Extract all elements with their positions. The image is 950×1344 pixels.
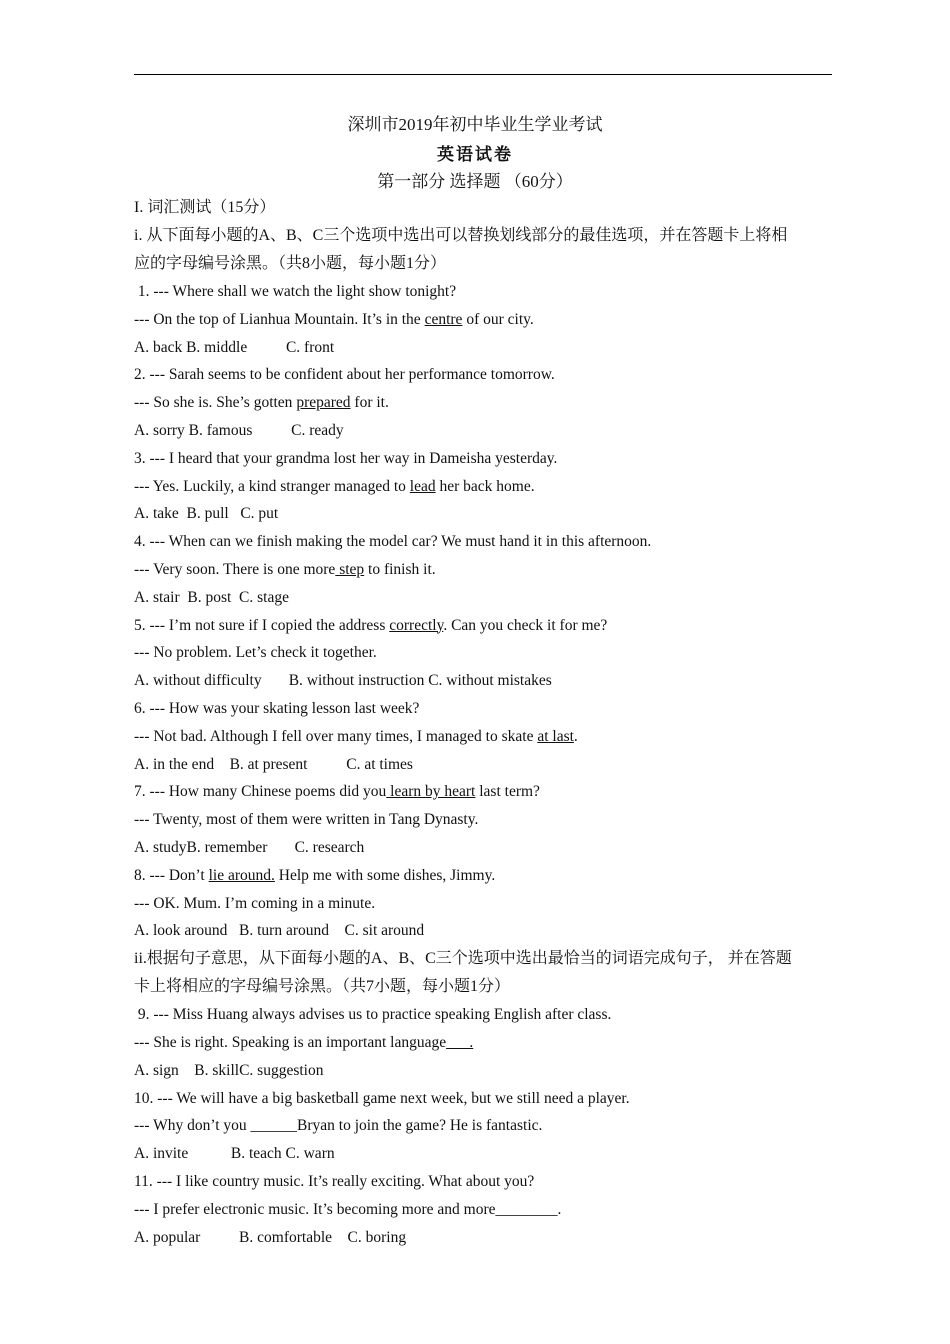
underlined-word: lead (409, 477, 436, 495)
question-line (134, 1140, 834, 1168)
text-segment: A. look around B. turn around C. sit around (134, 922, 425, 940)
question-line (134, 834, 834, 862)
question-line (134, 862, 834, 890)
text-segment: 8. --- Don’t (134, 866, 209, 884)
question-line (134, 528, 834, 556)
text-segment: Help me with some dishes, Jimmy. (274, 866, 496, 884)
question-line (134, 389, 834, 417)
text-segment: --- Not bad. Although I fell over many times, I managed to skate (134, 727, 538, 745)
text-segment: 卡上将相应的字母编号涂黑。（共7小题，每小题1分） (134, 978, 511, 996)
top-rule (134, 74, 832, 75)
text-segment: --- OK. Mum. I’m coming in a minute. (134, 894, 376, 912)
underlined-word: prepared (296, 394, 351, 412)
text-segment: A. without difficulty B. without instruction C. without mistakes (134, 672, 552, 690)
underlined-word: learn by heart (386, 783, 476, 801)
text-segment: A. back B. middle C. front (134, 338, 335, 356)
question-content (134, 194, 834, 1251)
question-line (134, 584, 834, 612)
question-line (134, 306, 834, 334)
text-segment: . Can you check it for me? (443, 616, 608, 634)
question-line (134, 361, 834, 389)
question-line (134, 751, 834, 779)
text-segment: 7. --- How many Chinese poems did you (134, 783, 387, 801)
exam-part-heading: 第一部分 选择题 （60分） (377, 172, 573, 191)
text-segment: A. sorry B. famous C. ready (134, 421, 344, 439)
text-segment: A. stair B. post C. stage (134, 588, 289, 606)
question-line (134, 612, 834, 640)
text-segment: last term? (475, 783, 540, 801)
question-line (134, 473, 834, 501)
text-segment: Bryan to join the game? He is fantastic. (297, 1117, 543, 1135)
question-line (134, 278, 834, 306)
text-segment: --- Very soon. There is one more (134, 560, 336, 578)
section-instruction-line (134, 973, 834, 1001)
question-line (134, 1085, 834, 1113)
question-line (134, 667, 834, 695)
text-segment: --- Twenty, most of them were written in Tang Dynasty. (134, 811, 479, 829)
question-line (134, 778, 834, 806)
underlined-word: __. (446, 1033, 474, 1051)
section-instruction-line (134, 945, 834, 973)
text-segment: --- Yes. Luckily, a kind stranger managed to (134, 477, 410, 495)
text-segment: --- On the top of Lianhua Mountain. It’s in the (134, 310, 425, 328)
underlined-word: step (335, 560, 365, 578)
text-segment: for it. (350, 394, 389, 412)
text-segment: i. 从下面每小题的A、B、C三个选项中选出可以替换划线部分的最佳选项，并在答题卡上将相 (134, 227, 788, 244)
text-segment: 应的字母编号涂黑。（共8小题，每小题1分） (134, 255, 447, 272)
question-line (134, 1168, 834, 1196)
underlined-word: centre (424, 310, 463, 328)
text-segment: ii.根据句子意思，从下面每小题的A、B、C三个选项中选出最恰当的词语完成句子， 并在答题 (134, 950, 792, 968)
text-segment: A. in the end B. at present C. at times (134, 755, 413, 773)
text-segment: --- No problem. Let’s check it together. (134, 644, 377, 662)
text-segment: --- I prefer electronic music. It’s becoming more and more (134, 1200, 496, 1218)
text-segment: I. 词汇测试（15分） (134, 199, 276, 216)
text-segment: to finish it. (364, 560, 436, 578)
question-line (134, 1057, 834, 1085)
text-segment: --- She is right. Speaking is an important language (134, 1033, 447, 1051)
text-segment: her back home. (435, 477, 535, 495)
text-segment: . (557, 1200, 562, 1218)
text-segment: 4. --- When can we finish making the model car? We must hand it in this afternoon. (134, 533, 652, 551)
question-line (134, 334, 834, 362)
section-instruction-line (134, 194, 834, 222)
text-segment: A. take B. pull C. put (134, 505, 279, 523)
question-line (134, 445, 834, 473)
question-line (134, 639, 834, 667)
text-segment: . (573, 727, 578, 745)
question-line (134, 723, 834, 751)
section-instruction-line (134, 222, 834, 250)
exam-subject: 英语试卷 (437, 145, 513, 164)
text-segment: 11. --- I like country music. It’s really exciting. What about you? (134, 1172, 535, 1190)
underlined-word: lie around. (208, 866, 275, 884)
text-segment: ______ (250, 1117, 298, 1135)
question-line (134, 917, 834, 945)
question-line (134, 417, 834, 445)
text-segment: 6. --- How was your skating lesson last week? (134, 699, 420, 717)
text-segment: A. sign B. skillC. suggestion (134, 1061, 324, 1079)
text-segment: 10. --- We will have a big basketball game next week, but we still need a player. (134, 1089, 630, 1107)
question-line (134, 1001, 834, 1029)
text-segment: A. popular B. comfortable C. boring (134, 1228, 407, 1246)
text-segment: 1. --- Where shall we watch the light show tonight? (134, 283, 457, 300)
underlined-word: at last (537, 727, 574, 745)
text-segment: --- So she is. She’s gotten (134, 394, 297, 412)
text-segment: ________ (495, 1200, 558, 1218)
text-segment: of our city. (462, 310, 534, 328)
text-segment: --- Why don’t you (134, 1117, 251, 1135)
question-line (134, 1112, 834, 1140)
question-line (134, 556, 834, 584)
exam-title: 深圳市2019年初中毕业生学业考试 (347, 115, 603, 134)
section-instruction-line (134, 250, 834, 278)
question-line (134, 806, 834, 834)
question-line (134, 1224, 834, 1252)
text-segment: 9. --- Miss Huang always advises us to practice speaking English after class. (134, 1006, 612, 1024)
text-segment: 2. --- Sarah seems to be confident about her performance tomorrow. (134, 366, 555, 384)
question-line (134, 695, 834, 723)
question-line (134, 500, 834, 528)
text-segment: A. invite B. teach C. warn (134, 1145, 335, 1163)
question-line (134, 1196, 834, 1224)
question-line (134, 1029, 834, 1057)
text-segment: 5. --- I’m not sure if I copied the address (134, 616, 390, 634)
text-segment: 3. --- I heard that your grandma lost her way in Dameisha yesterday. (134, 449, 558, 467)
text-segment: A. studyB. remember C. research (134, 838, 365, 856)
underlined-word: correctly (389, 616, 444, 634)
question-line (134, 890, 834, 918)
